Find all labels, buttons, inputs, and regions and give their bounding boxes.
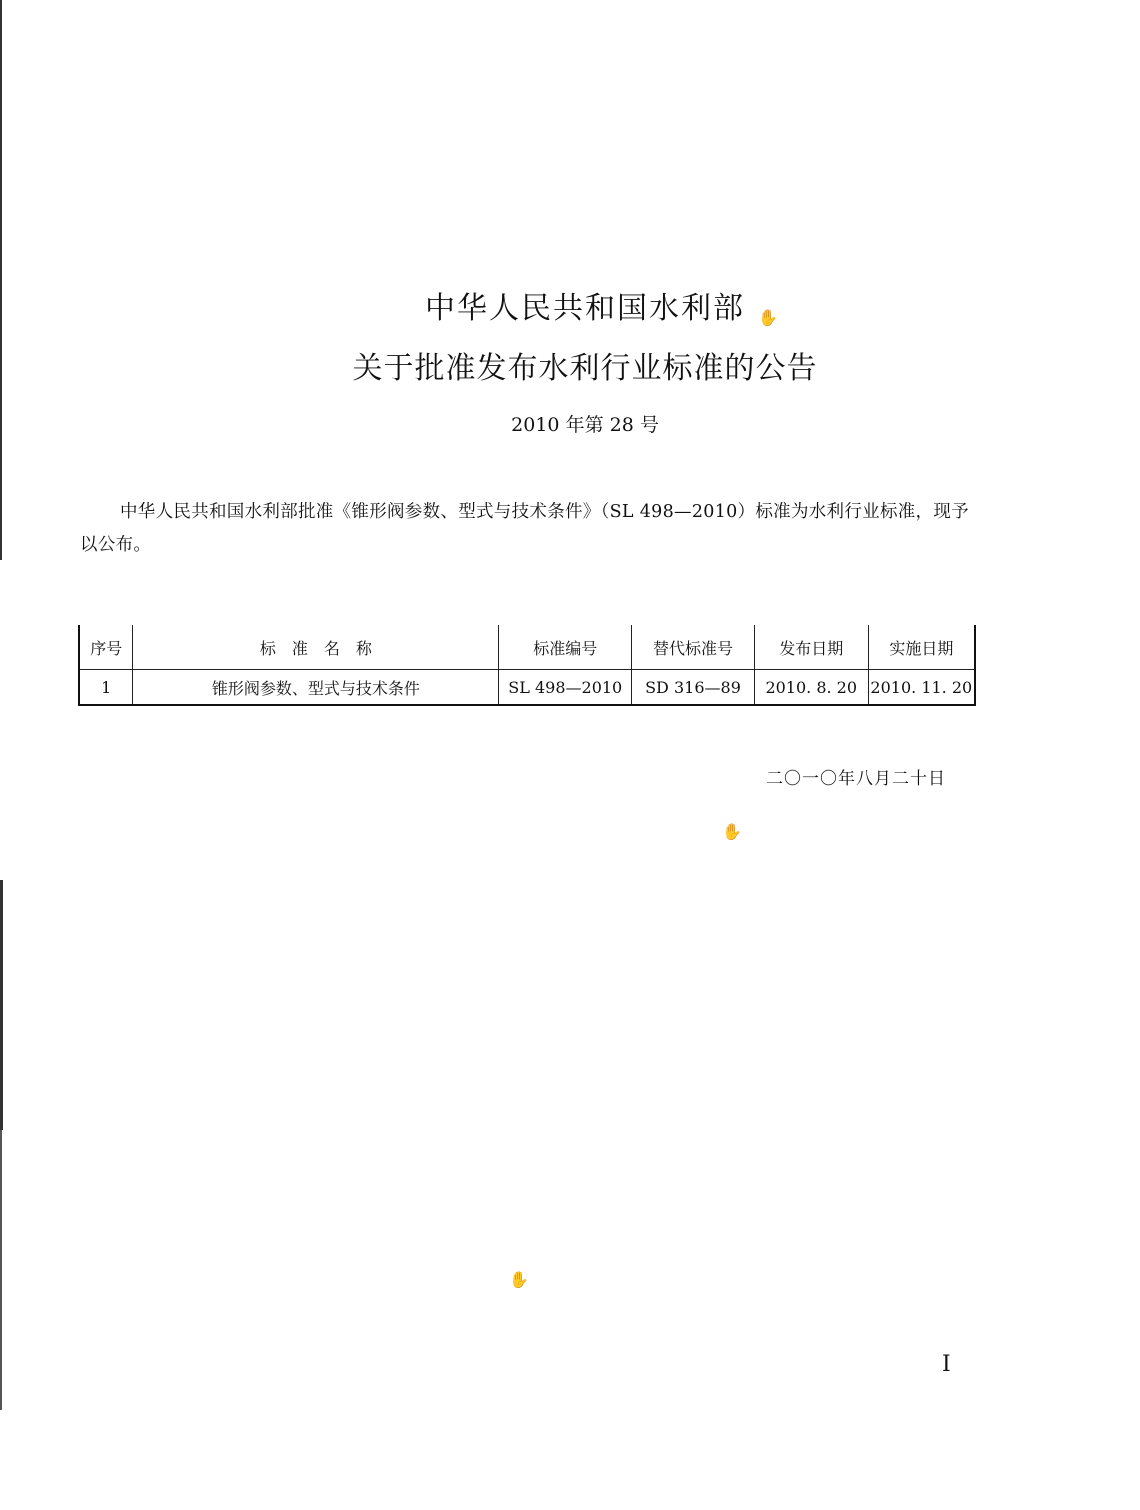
header-issue-date: 发布日期 <box>754 625 868 670</box>
announcement-body: 中华人民共和国水利部批准《锥形阀参数、型式与技术条件》（SL 498—2010）标准为水利行业标准，现予以公布。 <box>80 502 969 555</box>
scan-edge-bottom <box>0 1130 2 1410</box>
hand-icon: ✋ <box>758 308 778 327</box>
header-effective-date: 实施日期 <box>868 625 975 670</box>
hand-icon: ✋ <box>509 1270 529 1289</box>
announcement-date: 二〇一〇年八月二十日 <box>766 769 946 789</box>
ministry-title: 中华人民共和国水利部 <box>425 291 745 326</box>
cell-issue-date: 2010. 8. 20 <box>754 670 868 706</box>
scan-edge-top <box>0 0 2 560</box>
standards-table <box>78 625 976 706</box>
cell-standard-name: 锥形阀参数、型式与技术条件 <box>133 670 499 706</box>
table-header-row <box>79 625 975 670</box>
header-replaced-code: 替代标准号 <box>632 625 755 670</box>
table-row <box>79 670 975 706</box>
cell-effective-date: 2010. 11. 20 <box>868 670 975 706</box>
cell-standard-code: SL 498—2010 <box>499 670 632 706</box>
cell-serial: 1 <box>79 670 133 706</box>
announcement-title: 关于批准发布水利行业标准的公告 <box>352 351 818 386</box>
cell-replaced-code: SD 316—89 <box>632 670 755 706</box>
header-standard-name: 标 准 名 称 <box>133 625 499 670</box>
scan-edge-middle <box>0 880 3 1130</box>
header-standard-code: 标准编号 <box>499 625 632 670</box>
header-serial: 序号 <box>79 625 133 670</box>
hand-icon: ✋ <box>722 822 742 841</box>
document-number: 2010 年第 28 号 <box>511 414 659 436</box>
page-number: I <box>942 1352 951 1377</box>
